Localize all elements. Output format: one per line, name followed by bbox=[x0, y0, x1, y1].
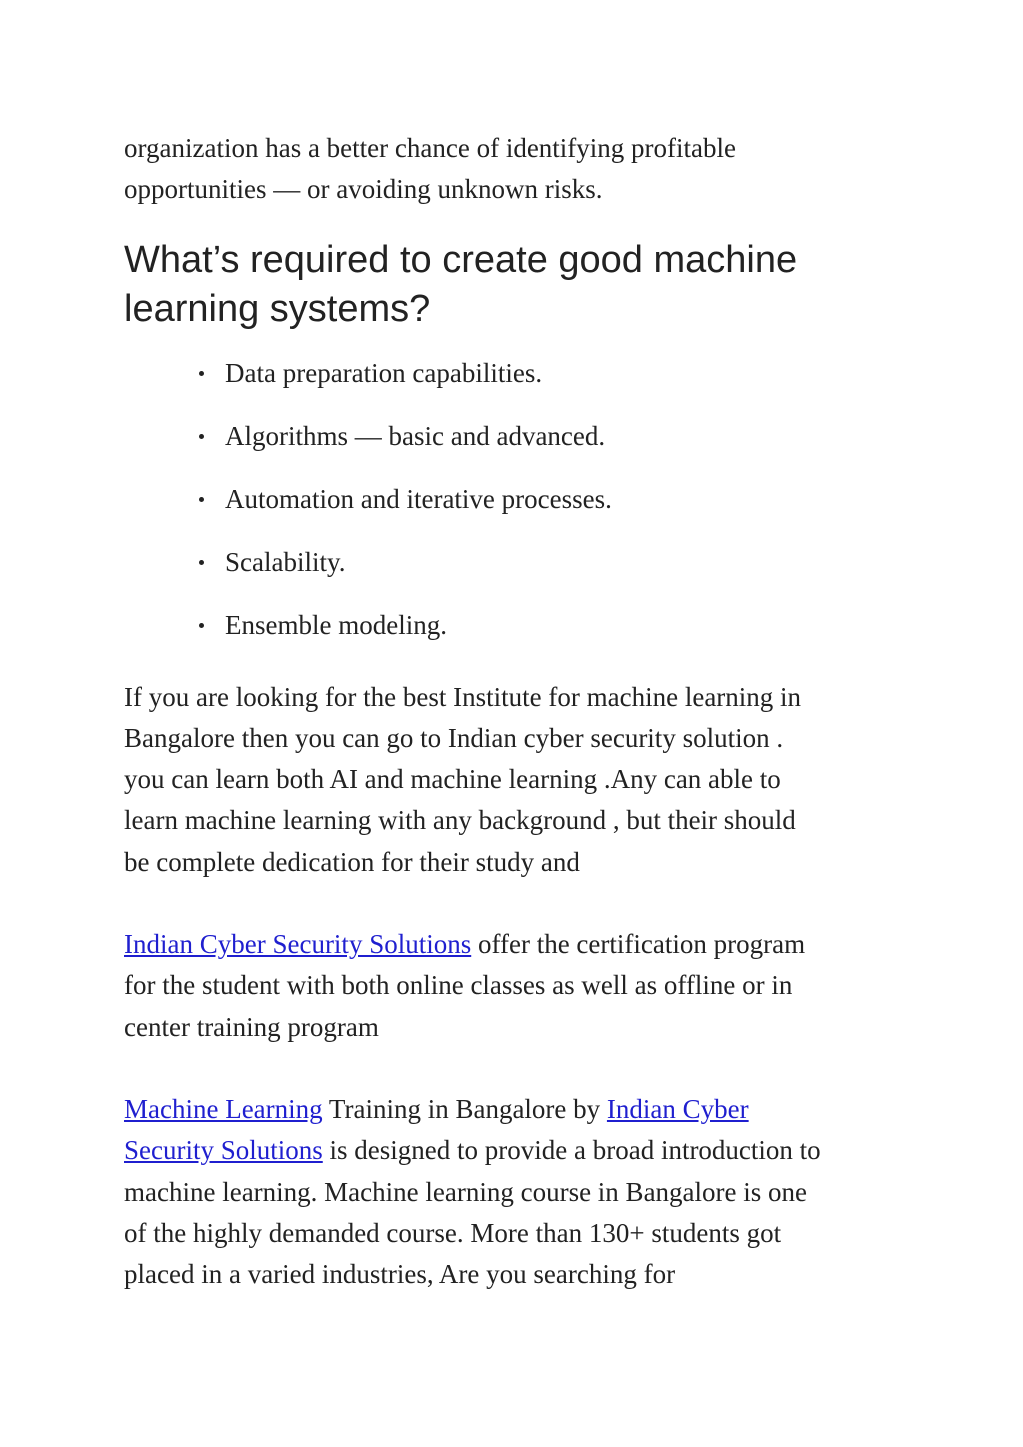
list-item bbox=[124, 608, 914, 643]
training-paragraph bbox=[124, 1089, 914, 1295]
institute-paragraph bbox=[124, 677, 914, 883]
document-page bbox=[124, 128, 914, 1295]
list-item-text: Algorithms — basic and advanced. bbox=[225, 420, 606, 451]
training-text-2: is designed to provide a broad introduction to bbox=[322, 1135, 821, 1166]
training-line-5: placed in a varied industries, Are you searching for bbox=[124, 1259, 676, 1290]
institute-line-1: If you are looking for the best Institute for machine learning in bbox=[124, 681, 802, 712]
training-line-3: machine learning. Machine learning course in Bangalore is one bbox=[124, 1176, 808, 1207]
certification-paragraph bbox=[124, 924, 914, 1048]
list-item-text: Data preparation capabilities. bbox=[225, 357, 543, 388]
list-item-text: Scalability. bbox=[225, 546, 346, 577]
bullet-icon bbox=[199, 623, 204, 628]
section-heading bbox=[124, 236, 914, 334]
list-item-text: Automation and iterative processes. bbox=[225, 483, 612, 514]
list-item bbox=[124, 356, 914, 391]
bullet-icon bbox=[199, 434, 204, 439]
intro-paragraph bbox=[124, 128, 914, 211]
bullet-icon bbox=[199, 371, 204, 376]
list-item bbox=[124, 419, 914, 454]
heading-line-2: learning systems? bbox=[124, 287, 431, 330]
heading-line-1: What’s required to create good machine bbox=[124, 238, 798, 281]
certification-line-3: center training program bbox=[124, 1011, 379, 1042]
intro-line-2: opportunities — or avoiding unknown risks. bbox=[124, 174, 603, 205]
bullet-icon bbox=[199, 497, 204, 502]
training-line-4: of the highly demanded course. More than 130+ students got bbox=[124, 1217, 782, 1248]
institute-line-5: be complete dedication for their study and bbox=[124, 846, 580, 877]
security-solutions-link-part-2[interactable]: Security Solutions bbox=[124, 1135, 323, 1166]
bullet-icon bbox=[199, 560, 204, 565]
certification-line-2: for the student with both online classes as well as offline or in bbox=[124, 970, 793, 1001]
institute-line-4: learn machine learning with any background , but their should bbox=[124, 805, 796, 836]
indian-cyber-link-part-1[interactable]: Indian Cyber bbox=[606, 1093, 749, 1124]
list-item bbox=[124, 482, 914, 517]
certification-line-1-rest: offer the certification program bbox=[471, 929, 806, 960]
indian-cyber-security-link[interactable]: Indian Cyber Security Solutions bbox=[124, 929, 472, 960]
institute-line-2: Bangalore then you can go to Indian cyber security solution . bbox=[124, 722, 784, 753]
list-item bbox=[124, 545, 914, 580]
intro-line-1: organization has a better chance of identifying profitable bbox=[124, 133, 737, 163]
machine-learning-link[interactable]: Machine Learning bbox=[124, 1093, 323, 1124]
list-item-text: Ensemble modeling. bbox=[225, 609, 447, 640]
training-text-1: Training in Bangalore by bbox=[322, 1093, 607, 1124]
institute-line-3: you can learn both AI and machine learning .Any can able to bbox=[124, 764, 781, 795]
requirements-list bbox=[124, 356, 914, 643]
